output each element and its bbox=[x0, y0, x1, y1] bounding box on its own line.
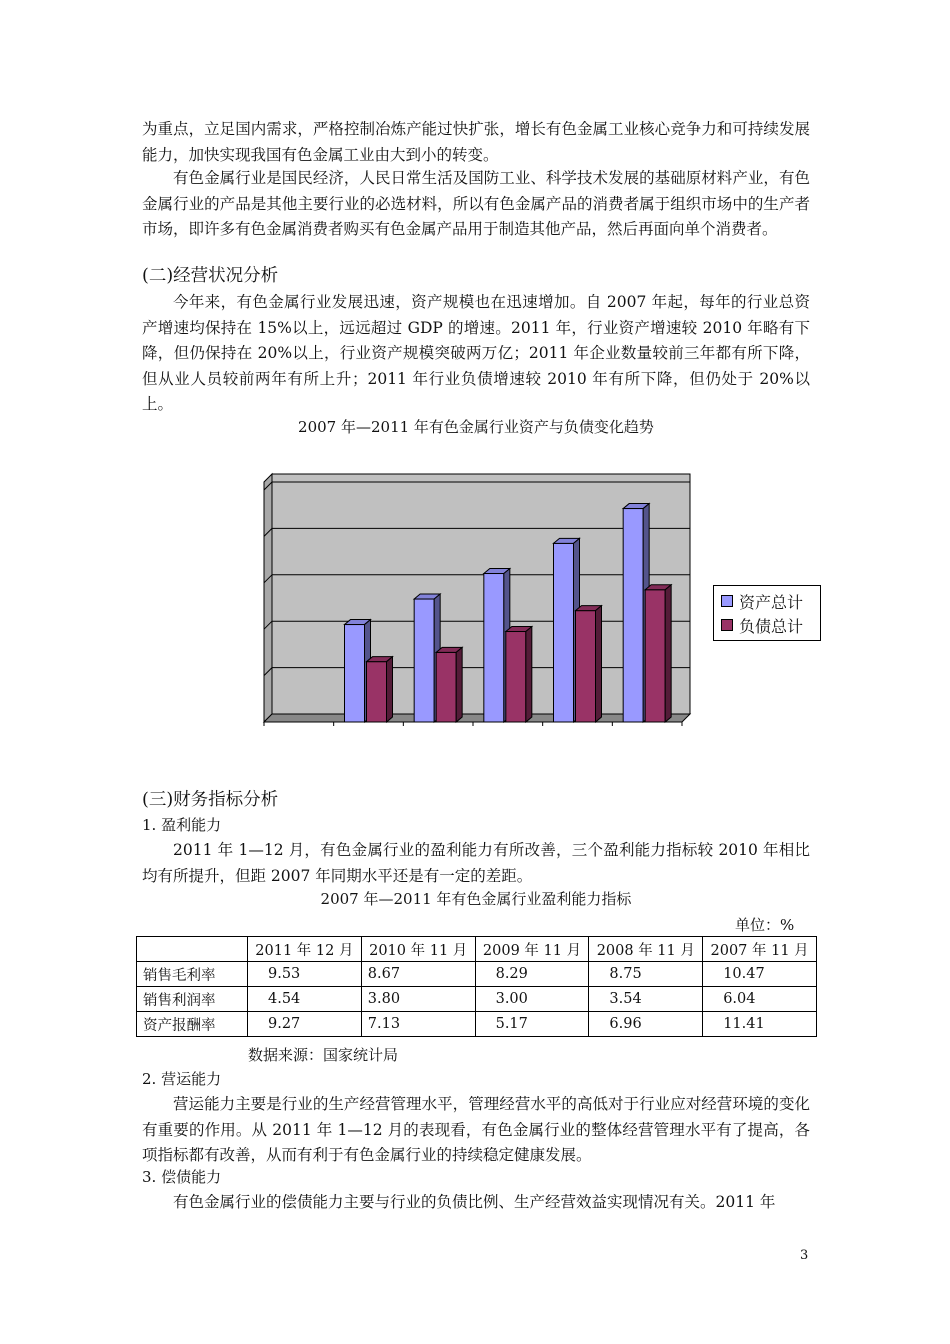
legend-swatch-assets bbox=[721, 595, 733, 607]
table-row bbox=[137, 962, 817, 987]
table-header-cell: 2007 年 11 月 bbox=[703, 937, 817, 962]
legend-swatch-liabilities bbox=[721, 619, 733, 631]
bar-liabilities-4 bbox=[576, 611, 596, 722]
legend-item-liabilities bbox=[721, 614, 803, 636]
chart-legend bbox=[713, 585, 821, 641]
table-cell: 3.54 bbox=[589, 987, 703, 1012]
bar-side-liabilities-2 bbox=[456, 647, 462, 722]
profitability-table bbox=[136, 936, 817, 1037]
table-header-row bbox=[137, 937, 817, 962]
bar-assets-4 bbox=[554, 543, 574, 722]
row-label: 销售利润率 bbox=[137, 987, 248, 1012]
row-label: 销售毛利率 bbox=[137, 962, 248, 987]
table-unit: 单位：% bbox=[735, 916, 795, 934]
paragraph-operations: 今年来，有色金属行业发展迅速，资产规模也在迅速增加。自 2007 年起，每年的行业总资产增速均保持在 15%以上，远远超过 GDP 的增速。2011 年，行业资产增速较 2010 年略有下降，但仍保持在 20%以上，行业资产规模突破两万亿；2011 年企业数量较前三年都有所下降，但从业人员较前两年有所上升；2011 年行业负债增速较 2010 年有所下降，但仍处于 20%以上。 bbox=[142, 293, 810, 413]
bar-side-liabilities-4 bbox=[596, 606, 602, 722]
bar-side-liabilities-1 bbox=[387, 657, 393, 722]
table-header-cell: 2011 年 12 月 bbox=[248, 937, 362, 962]
table-header-cell: 2010 年 11 月 bbox=[361, 937, 475, 962]
asset-liability-chart bbox=[250, 468, 700, 738]
table-cell: 9.27 bbox=[248, 1012, 362, 1037]
bar-side-liabilities-5 bbox=[665, 585, 671, 722]
section-heading-financial: (三)财务指标分析 bbox=[142, 790, 279, 810]
table-header-cell: 2008 年 11 月 bbox=[589, 937, 703, 962]
table-cell: 5.17 bbox=[475, 1012, 589, 1037]
table-cell: 10.47 bbox=[703, 962, 817, 987]
bar-liabilities-2 bbox=[436, 652, 456, 722]
section-heading-operations: (二)经营状况分析 bbox=[142, 266, 279, 286]
table-cell: 3.80 bbox=[361, 987, 475, 1012]
bar-assets-3 bbox=[484, 574, 504, 722]
table-cell: 8.29 bbox=[475, 962, 589, 987]
table-cell: 4.54 bbox=[248, 987, 362, 1012]
table-cell: 11.41 bbox=[703, 1012, 817, 1037]
row-label: 资产报酬率 bbox=[137, 1012, 248, 1037]
table-cell: 7.13 bbox=[361, 1012, 475, 1037]
table-cell: 3.00 bbox=[475, 987, 589, 1012]
paragraph-continuation: 为重点，立足国内需求，严格控制冶炼产能过快扩张，增长有色金属工业核心竞争力和可持续发展能力，加快实现我国有色金属工业由大到小的转变。 bbox=[142, 120, 810, 164]
data-source-note: 数据来源：国家统计局 bbox=[248, 1046, 399, 1064]
subheading-solvency: 3. 偿债能力 bbox=[142, 1168, 222, 1186]
legend-label-assets: 资产总计 bbox=[739, 592, 804, 612]
paragraph-operating-capacity: 营运能力主要是行业的生产经营管理水平，管理经营水平的高低对于行业应对经营环境的变化有重要的作用。从 2011 年 1—12 月的表现看，有色金属行业的整体经营管理水平有了提高，各项指标都有改善，从而有利于有色金属行业的持续稳定健康发展。 bbox=[142, 1095, 810, 1164]
table-cell: 8.75 bbox=[589, 962, 703, 987]
bar-side-liabilities-3 bbox=[526, 627, 532, 722]
table-cell: 6.96 bbox=[589, 1012, 703, 1037]
table-header-cell bbox=[137, 937, 248, 962]
subheading-profitability: 1. 盈利能力 bbox=[142, 816, 222, 834]
page-number: 3 bbox=[800, 1248, 809, 1263]
bar-liabilities-3 bbox=[506, 632, 526, 722]
table-row bbox=[137, 1012, 817, 1037]
paragraph-solvency: 有色金属行业的偿债能力主要与行业的负债比例、生产经营效益实现情况有关。2011 年 bbox=[173, 1193, 776, 1211]
bar-assets-5 bbox=[623, 509, 643, 722]
table-cell: 8.67 bbox=[361, 962, 475, 987]
paragraph-profitability: 2011 年 1—12 月，有色金属行业的盈利能力有所改善，三个盈利能力指标较 2010 年相比均有所提升，但距 2007 年同期水平还是有一定的差距。 bbox=[142, 841, 810, 885]
bar-liabilities-5 bbox=[645, 590, 665, 722]
legend-label-liabilities: 负债总计 bbox=[739, 616, 804, 636]
table-header-cell: 2009 年 11 月 bbox=[475, 937, 589, 962]
bar-assets-1 bbox=[345, 625, 365, 722]
legend-item-assets bbox=[721, 590, 803, 612]
table-caption: 2007 年—2011 年有色金属行业盈利能力指标 bbox=[320, 890, 632, 908]
bar-liabilities-1 bbox=[367, 662, 387, 722]
subheading-operating-capacity: 2. 营运能力 bbox=[142, 1070, 222, 1088]
table-cell: 6.04 bbox=[703, 987, 817, 1012]
paragraph-industry-role: 有色金属行业是国民经济，人民日常生活及国防工业、科学技术发展的基础原材料产业，有色金属行业的产品是其他主要行业的必选材料，所以有色金属产品的消费者属于组织市场中的生产者市场，即许多有色金属消费者购买有色金属产品用于制造其他产品，然后再面向单个消费者。 bbox=[142, 169, 810, 238]
table-cell: 9.53 bbox=[248, 962, 362, 987]
bar-assets-2 bbox=[414, 599, 434, 722]
chart-side-wall bbox=[264, 474, 272, 722]
chart-caption: 2007 年—2011 年有色金属行业资产与负债变化趋势 bbox=[298, 418, 654, 436]
table-row bbox=[137, 987, 817, 1012]
